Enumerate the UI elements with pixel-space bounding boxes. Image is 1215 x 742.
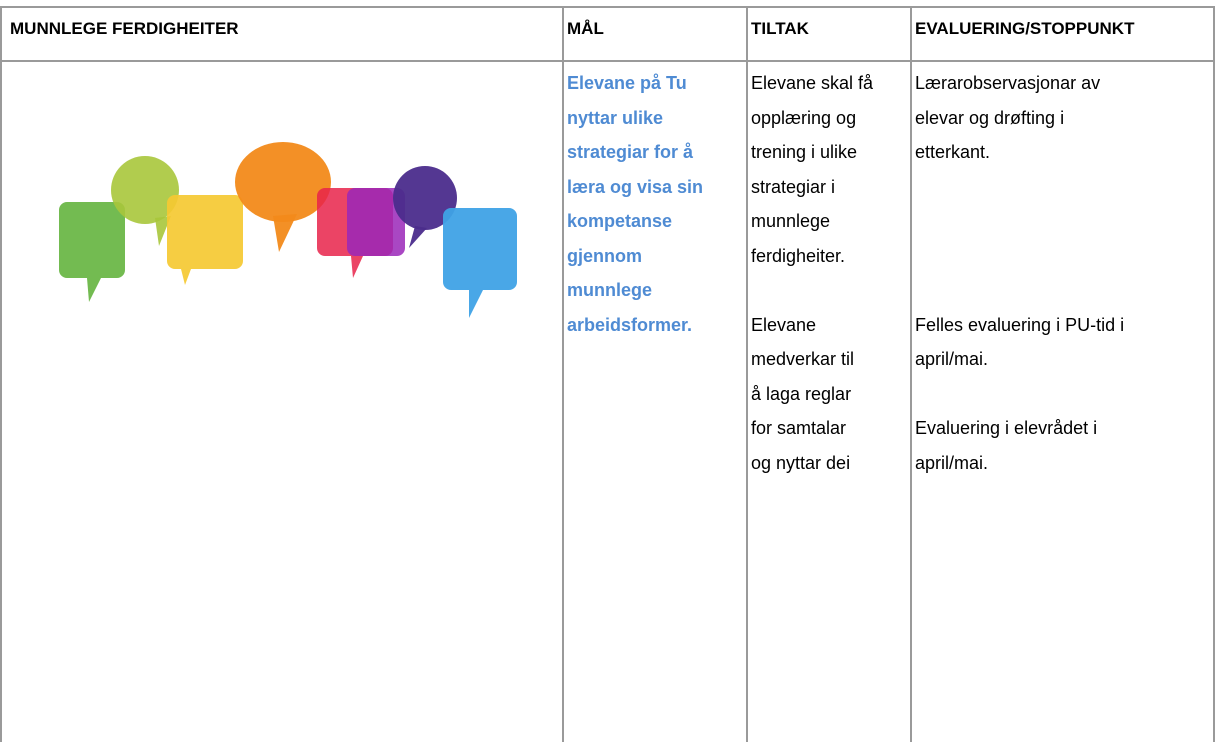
spacer [751,273,873,308]
measure-line: medverkar til [751,349,855,369]
goal-line: arbeidsformer. [567,314,693,335]
spacer [915,170,1124,205]
column-divider-3 [910,6,912,742]
goal-line: læra og visa sin [567,176,704,197]
goal-line: Elevane på Tu [567,73,687,93]
spacer [915,204,1124,239]
evaluation-line: elevar og drøfting i [915,107,1065,128]
goal-line: munnlege [567,280,653,300]
evaluation-line: april/mai. [915,349,989,369]
measure-line: trening i ulike [751,142,858,162]
measure-line: ferdigheiter. [751,245,846,266]
evaluation-cell [915,66,1124,480]
measures-cell [751,66,873,480]
goal-cell [567,66,703,342]
table-top-border [0,6,1215,8]
header-bottom-border [0,60,1215,62]
measure-line: Elevane [751,314,817,335]
column-divider-1 [562,6,564,742]
spacer [915,273,1124,308]
yellow-bubble [167,195,243,285]
measure-line: Elevane skal få [751,73,874,93]
column-divider-2 [746,6,748,742]
goal-line: gjennom [567,245,642,266]
measure-line: og nyttar dei [751,452,851,473]
evaluation-line: Felles evaluering i PU-tid i [915,314,1125,335]
evaluation-line: april/mai. [915,452,989,473]
measure-line: å laga reglar [751,383,852,404]
evaluation-line: Lærarobservasjonar av [915,73,1101,93]
spacer [915,377,1124,412]
header-maal: MÅL [567,19,604,38]
blue-bubble [443,208,517,318]
measure-line: for samtalar [751,418,847,438]
table-left-border [0,6,2,742]
green-bubble [59,202,125,302]
evaluation-line: Evaluering i elevrådet i [915,418,1098,438]
goal-line: kompetanse [567,211,673,231]
goal-line: strategiar for å [567,142,694,162]
measure-line: strategiar i [751,176,836,197]
speech-bubbles-icon [55,140,535,330]
header-evaluering: EVALUERING/STOPPUNKT [915,19,1135,38]
measure-line: opplæring og [751,107,857,128]
evaluation-line: etterkant. [915,142,991,162]
header-munnlege-ferdigheiter: MUNNLEGE FERDIGHEITER [10,19,239,38]
header-tiltak: TILTAK [751,19,809,38]
spacer [915,239,1124,274]
goal-line: nyttar ulike [567,107,664,128]
measure-line: munnlege [751,211,831,231]
orange-bubble [235,142,331,222]
